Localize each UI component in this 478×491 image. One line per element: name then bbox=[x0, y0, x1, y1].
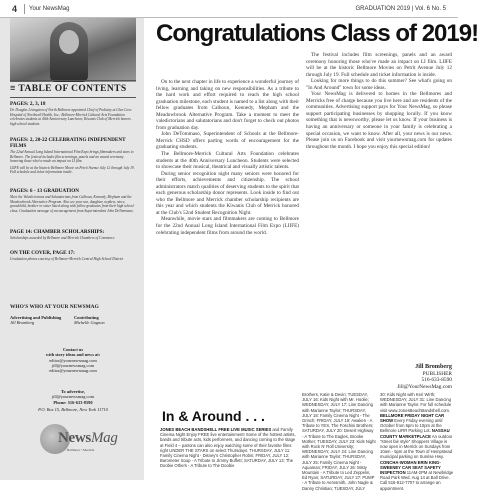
magazine-name: Your NewsMag bbox=[29, 6, 70, 12]
publisher-email[interactable]: Jill@YourNewsMag.com bbox=[397, 383, 452, 390]
credits-left: Advertising and Publishing Jill Bromberg bbox=[10, 315, 62, 326]
contact-email-2[interactable]: jill@yournewsmag.com bbox=[51, 362, 95, 368]
article-headline: Congratulations Class of 2019! bbox=[156, 20, 478, 47]
toc-section-3 bbox=[10, 188, 136, 213]
in-and-around-title: In & Around . . . bbox=[162, 408, 265, 424]
article-column-2: The festival includes film screenings, panels and an award ceremony honoring those who've made an impact on LI film. LIIFE will be at the historic Bellmore Movies on Petrit Avenue July 12 through July 19. Full schedule and ticket information is inside. Looking for more things to do this summer? See what's going on "In And Around" town for some ideas. Your NewsMag is delivered to homes in the Bellmores and Merricks free of charge because you live here and are residents of the communities. Advertising support pays for Your NewsMag, so please support participating businesses by shopping locally. If you know something that is newsworthy, please let us know. If your business is having an anniversary or someone in your family is celebrating a special occasion, we want to know. After all, your news is our news. Please join us on Facebook and visit yournewsmag.com for updates throughout the month. I hope you enjoy this special edition! bbox=[306, 52, 452, 150]
toc-body: Meet the Valedictorians and Salutatorians from Calhoun, Kennedy, Mepham and the Meadowbrook Alternative Program. Also see your son, daughter, nephew, niece, grandchild, brother or sister listed along with fellow graduates from their high school class; Graduation message of encouragement from Superintendent John DeTommaso. bbox=[10, 195, 134, 213]
contact-email-3[interactable]: editor@yournewsmag.com bbox=[49, 368, 97, 374]
newsmag-logo bbox=[40, 424, 118, 456]
toc-heading: PAGES: 6 - 13 GRADUATION bbox=[10, 188, 79, 194]
toc-body: Scholarships awarded by Bellmore and Merrick Chambers of Commerce bbox=[10, 236, 115, 240]
toc-rule-top bbox=[10, 80, 136, 81]
in-and-around-section bbox=[152, 392, 455, 491]
toc-section-5 bbox=[10, 250, 136, 262]
toc-section-1 bbox=[10, 101, 136, 126]
in-and-around-column-3: 30: Kids Night with Keri Wirth; WEDNESDAY, JULY 31: Line Dancing with Marianne Taylor. For full schedule visit www.JonesBeachBandshell.com. BELLMORE FRIDAY NIGHT CAR SHOW Every Friday evening until October from 6pm to 10pm at the Bellmore LIRR Parking Lot. NASSAU COUNTY MARKETPLACE An outdoor "street fair style" Shoppers Village is now open in Merrick on Sundays from 10am - 5pm at the Town of Hempstead municipal parking on Sunrise Hwy. CONCHA-WOMAN ERIN KING-SWEENEY CAR SEAT SAFETY INSPECTION 11AM-2PM at Newbridge Road Park Wed. Aug 14 at Ball Drive. Call 516-812-7707 to arrange an appointment. bbox=[380, 392, 454, 491]
logo-wordmark: NewsMag bbox=[58, 430, 118, 446]
toc-heading: PAGES: 2, 20-22 CELEBRATING INDEPENDENT FILMS bbox=[10, 137, 126, 149]
logo-tagline: Bellmore • Merrick bbox=[67, 448, 95, 452]
toc-bars-icon: ≡ bbox=[10, 84, 15, 94]
publisher-photo bbox=[10, 18, 136, 82]
credits-box bbox=[10, 304, 136, 326]
credits-right: Contributing Michelle Gagnon bbox=[74, 315, 105, 326]
credits-title: WHO'S WHO AT YOUR NEWSMAG bbox=[10, 304, 99, 310]
advertise-title: To advertise, bbox=[61, 389, 85, 394]
page-number: 4 bbox=[12, 4, 18, 14]
toc-body: Dr. Douglas Livingston of North Bellmore appointed Chief of Podiatry at Glen Cove Hospital of Northwell Health, Inc.; Bellmore-Merrick Cultural Arts Foundation celebrates students at 40th Anniversary Luncheon; Kiwanis Club of Merrick honors high school students bbox=[10, 108, 132, 126]
publisher-signature bbox=[306, 364, 452, 390]
publisher-title: PUBLISHER bbox=[422, 370, 452, 377]
contact-title: Contact us bbox=[62, 347, 84, 352]
toc-heading: ON THE COVER, PAGE 17: bbox=[10, 250, 75, 256]
photo-face bbox=[59, 30, 79, 54]
publisher-phone: 516-633-8590 bbox=[421, 377, 452, 384]
in-and-around-column-2: Brothers, Katie & Devin; TUESDAY, JULY 16: Kids Night with Mr. Hoolie; WEDNESDAY, JULY 17: Line Dancing with Marianne Taylor; THURSDAY, JULY 18: Family Cinema Night - The Grinch; FRIDAY, JULY 19: Awaken - A Tribute to YES, The Foschini Brothers; SATURDAY, JULY 20: Desert Highway - A Tribute to The Eagles, Brooke Mother; TUESDAY, JULY 23: Kids Night with Rock N' Roll University; WEDNESDAY, JULY 24: Line Dancing with Marianne Taylor; THURSDAY, JULY 25: Family Cinema Night - Aquaman; FRIDAY, JULY 26: Misty Mountain - A Tribute to Led Zeppelin, Ed Ryan; SATURDAY, JULY 27: PUMP - A Tribute to Aerosmith, John Nagle & Danny Christian; TUESDAY, JULY bbox=[302, 392, 376, 491]
publisher-name: Jill Bromberg bbox=[415, 363, 452, 370]
contact-box bbox=[10, 347, 136, 373]
contact-email-1[interactable]: editor@yournewsmag.com bbox=[49, 357, 97, 363]
in-and-around-column-1: JONES BEACH BANDSHELL FREE LIVE MUSIC SERIES and Family Cinema Night Enjoy FREE live entertainment! Some of the hottest artists, bands and tribute acts, kids performers, and dancing coming to the stage at Field 4 – patrons can also enjoy watching some of their favorite films right UNDER THE STARS on select Thursdays. THURSDAY, JULY 11: Family Cinema Night - Disney's Christopher Robin; FRIDAY, JULY 12: Barometer Soup - A Tribute to Jimmy Buffett; SATURDAY, JULY 13: The Doobie Others - A Tribute to The Doobie bbox=[160, 427, 296, 469]
toc-body-2: LIIFE will be at the historic Bellmore Movie on Petrit Avenue July 12 through July 19. Full schedule and ticket information inside. bbox=[10, 165, 135, 174]
contact-subtitle: with story ideas and news at: bbox=[45, 352, 101, 358]
toc-body: Graduation photos courtesy of Bellmore-Merrick Central High School District bbox=[10, 257, 124, 261]
toc-heading: PAGE 14: CHAMBER SCHOLARSHIPS: bbox=[10, 229, 105, 235]
toc-section-2 bbox=[10, 137, 136, 175]
toc-section-4 bbox=[10, 229, 136, 241]
header-divider bbox=[24, 4, 25, 14]
advertise-box bbox=[10, 389, 136, 405]
toc-rule-bottom bbox=[10, 97, 136, 98]
advertise-phone: Phone: 516-633-8590 bbox=[53, 399, 93, 405]
advertise-email[interactable]: jill@yournewsmag.com bbox=[51, 394, 95, 400]
issue-info: GRADUATION 2019 | Vol. 6 No. 5 bbox=[355, 6, 446, 12]
toc-title: ≡ TABLE OF CONTENTS bbox=[10, 84, 127, 94]
article-column-1: On to the next chapter in life to experience a wonderful journey of living, learning and taking on new responsibilities. As a tribute to the hard work and effort required to reach the high school graduation milestone, each student is named to a list along with their fellow graduates from Calhoun, Kennedy, Mepham and the Meadowbrook Alternative Program. Take a moment to meet the valedictorians and salutatorians and don't forget to check out photos from graduation day. John DeTommaso, Superintendent of Schools at the Bellmore-Merrick CHSD offers parting words of encouragement for the graduating students. The Bellmore-Merrick Cultural Arts Foundation celebrates students at the 40th Anniversary Luncheon. Students were selected to showcase their musical, theatrical and visually artistic talents. During senior recognition night many seniors were honored for their efforts, achievements and citizenship. The school administrators match qualities of deserving students to the spirit that each generous scholarship donor represents. Look inside to find out who the Bellmore and Merrick chamber scholarship recipients are this year and which students the Kiwanis Club of Merrick honored at the Club's 52nd Student Recognition Night. Meanwhile, movie stars and filmmakers are coming to Bellmore for the 22nd Annual Long Island International Film Expo (LIIFE) celebrating independent films from around the world. bbox=[156, 79, 299, 236]
page-header bbox=[0, 0, 458, 18]
toc-body: The 22nd Annual Long Island International Film Expo brings filmmakers and stars to Bellmore. The festival includes film screenings, panels and an award ceremony honoring those who've made an impact on LI film. bbox=[10, 150, 134, 163]
mailing-address: P.O. Box 15, Bellmore, New York 11710 bbox=[38, 407, 108, 412]
toc-heading: PAGES: 2, 3, 18 bbox=[10, 101, 46, 107]
